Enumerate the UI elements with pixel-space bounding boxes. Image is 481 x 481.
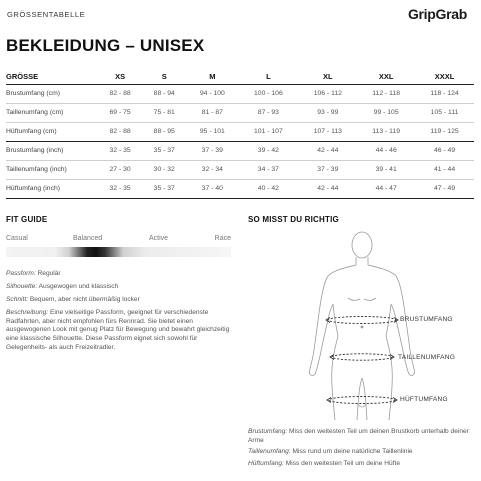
row-label: Brustumfang (inch) bbox=[6, 141, 98, 160]
table-cell: 40 - 42 bbox=[238, 179, 298, 198]
table-cell: 112 - 118 bbox=[357, 84, 415, 103]
table-cell: 46 - 49 bbox=[415, 141, 474, 160]
size-header-xs: XS bbox=[98, 70, 142, 84]
table-cell: 30 - 32 bbox=[142, 160, 186, 179]
table-cell: 118 - 124 bbox=[415, 84, 474, 103]
caption-waist-text: Miss rund um deine natürliche Taillenlinie bbox=[290, 448, 413, 456]
table-cell: 44 - 46 bbox=[357, 141, 415, 160]
table-cell: 88 - 94 bbox=[142, 84, 186, 103]
fit-scale-casual: Casual bbox=[6, 235, 28, 242]
table-cell: 119 - 125 bbox=[415, 122, 474, 141]
table-row bbox=[6, 179, 474, 198]
silhouette-value: Ausgewogen und klassisch bbox=[37, 283, 119, 290]
measure-heading: SO MISST DU RICHTIG bbox=[248, 215, 339, 224]
table-cell: 94 - 100 bbox=[186, 84, 238, 103]
table-cell: 35 - 37 bbox=[142, 141, 186, 160]
silhouette-label: Silhouette: bbox=[6, 283, 38, 290]
table-cell: 37 - 40 bbox=[186, 179, 238, 198]
caption-chest-label: Brustumfang: bbox=[248, 428, 288, 435]
schnitt-line bbox=[6, 296, 234, 305]
caption-chest-text: Miss den weitesten Teil um deinen Brustkorb unterhalb deiner Arme bbox=[248, 428, 469, 444]
caption-waist bbox=[248, 448, 476, 457]
table-row bbox=[6, 141, 474, 160]
table-cell: 105 - 111 bbox=[415, 103, 474, 122]
caption-hip-label: Hüftumfang: bbox=[248, 459, 284, 467]
table-cell: 35 - 37 bbox=[142, 179, 186, 198]
row-label: Hüftumfang (inch) bbox=[6, 179, 98, 198]
table-cell: 69 - 75 bbox=[98, 103, 142, 122]
size-table bbox=[6, 70, 474, 199]
table-cell: 95 - 101 bbox=[186, 122, 238, 141]
row-label: Taillenumfang (inch) bbox=[6, 160, 98, 179]
table-cell: 106 - 112 bbox=[298, 84, 357, 103]
table-cell: 39 - 41 bbox=[357, 160, 415, 179]
schnitt-value: Bequem, aber nicht übermäßig locker bbox=[28, 296, 140, 303]
beschreibung-value: Eine vielseitige Passform, geeignet für verschiedenste Radfahrten, aber nicht empfohlen fürs Rennrad. Sie bietet einen ausgewogenen Look mit genug Platz für Bewegung und bewahrt gleichzeitig eine klassische Silhouette. Diese Passform eignet sich sowohl für Gelegenheits- als auch Freizeitradler. bbox=[6, 309, 230, 351]
passform-line bbox=[6, 270, 234, 279]
size-header-xxxl: XXXL bbox=[415, 70, 474, 84]
size-header-xxl: XXL bbox=[357, 70, 415, 84]
table-cell: 113 - 119 bbox=[357, 122, 415, 141]
table-cell: 32 - 34 bbox=[186, 160, 238, 179]
measure-captions bbox=[248, 428, 476, 471]
fit-scale-bar bbox=[6, 247, 231, 257]
fit-guide-heading: FIT GUIDE bbox=[6, 215, 48, 224]
caption-hip bbox=[248, 460, 476, 469]
table-cell: 100 - 106 bbox=[238, 84, 298, 103]
table-cell: 82 - 88 bbox=[98, 122, 142, 141]
table-row bbox=[6, 160, 474, 179]
label-chest: BRUSTUMFANG bbox=[400, 316, 453, 323]
table-cell: 99 - 105 bbox=[357, 103, 415, 122]
table-cell: 42 - 44 bbox=[298, 141, 357, 160]
table-cell: 75 - 81 bbox=[142, 103, 186, 122]
table-row bbox=[6, 122, 474, 141]
size-header-label: GRÖSSE bbox=[6, 70, 98, 84]
passform-value: Regulär bbox=[35, 270, 61, 277]
table-cell: 39 - 42 bbox=[238, 141, 298, 160]
table-cell: 44 - 47 bbox=[357, 179, 415, 198]
body-outline bbox=[309, 232, 414, 420]
fit-scale-race: Race bbox=[214, 235, 231, 242]
table-cell: 47 - 49 bbox=[415, 179, 474, 198]
fit-scale-balanced: Balanced bbox=[73, 235, 103, 242]
page-title: BEKLEIDUNG – UNISEX bbox=[6, 36, 205, 55]
row-label: Brustumfang (cm) bbox=[6, 84, 98, 103]
size-header-xl: XL bbox=[298, 70, 357, 84]
table-cell: 32 - 35 bbox=[98, 179, 142, 198]
table-cell: 42 - 44 bbox=[298, 179, 357, 198]
table-cell: 82 - 88 bbox=[98, 84, 142, 103]
size-header-m: M bbox=[186, 70, 238, 84]
brand-logo: GripGrab bbox=[407, 6, 467, 22]
table-cell: 41 - 44 bbox=[415, 160, 474, 179]
table-cell: 27 - 30 bbox=[98, 160, 142, 179]
size-header-s: S bbox=[142, 70, 186, 84]
table-cell: 88 - 95 bbox=[142, 122, 186, 141]
table-cell: 93 - 99 bbox=[298, 103, 357, 122]
table-row bbox=[6, 103, 474, 122]
table-cell: 81 - 87 bbox=[186, 103, 238, 122]
caption-chest bbox=[248, 428, 476, 445]
table-row bbox=[6, 84, 474, 103]
table-cell: 101 - 107 bbox=[238, 122, 298, 141]
row-label: Hüftumfang (cm) bbox=[6, 122, 98, 141]
silhouette-line bbox=[6, 283, 234, 292]
table-cell: 37 - 39 bbox=[186, 141, 238, 160]
caption-waist-label: Taillenumfang: bbox=[248, 448, 291, 456]
size-table-header bbox=[6, 70, 474, 84]
label-hip: HÜFTUMFANG bbox=[400, 396, 448, 403]
table-cell: 32 - 35 bbox=[98, 141, 142, 160]
beschreibung-block bbox=[6, 309, 234, 353]
top-label: GRÖSSENTABELLE bbox=[7, 10, 86, 19]
caption-hip-text: Miss den weitesten Teil um deine Hüfte bbox=[283, 459, 400, 467]
beschreibung-label: Beschreibung: bbox=[6, 309, 49, 316]
size-header-l: L bbox=[238, 70, 298, 84]
schnitt-label: Schnitt: bbox=[6, 296, 28, 303]
fit-scale-active: Active bbox=[149, 235, 169, 242]
table-cell: 87 - 93 bbox=[238, 103, 298, 122]
table-cell: 37 - 39 bbox=[298, 160, 357, 179]
table-cell: 34 - 37 bbox=[238, 160, 298, 179]
label-waist: TAILLENUMFANG bbox=[398, 354, 456, 361]
passform-label: Passform: bbox=[6, 270, 36, 277]
body-figure bbox=[300, 228, 430, 420]
table-cell: 107 - 113 bbox=[298, 122, 357, 141]
row-label: Taillenumfang (cm) bbox=[6, 103, 98, 122]
